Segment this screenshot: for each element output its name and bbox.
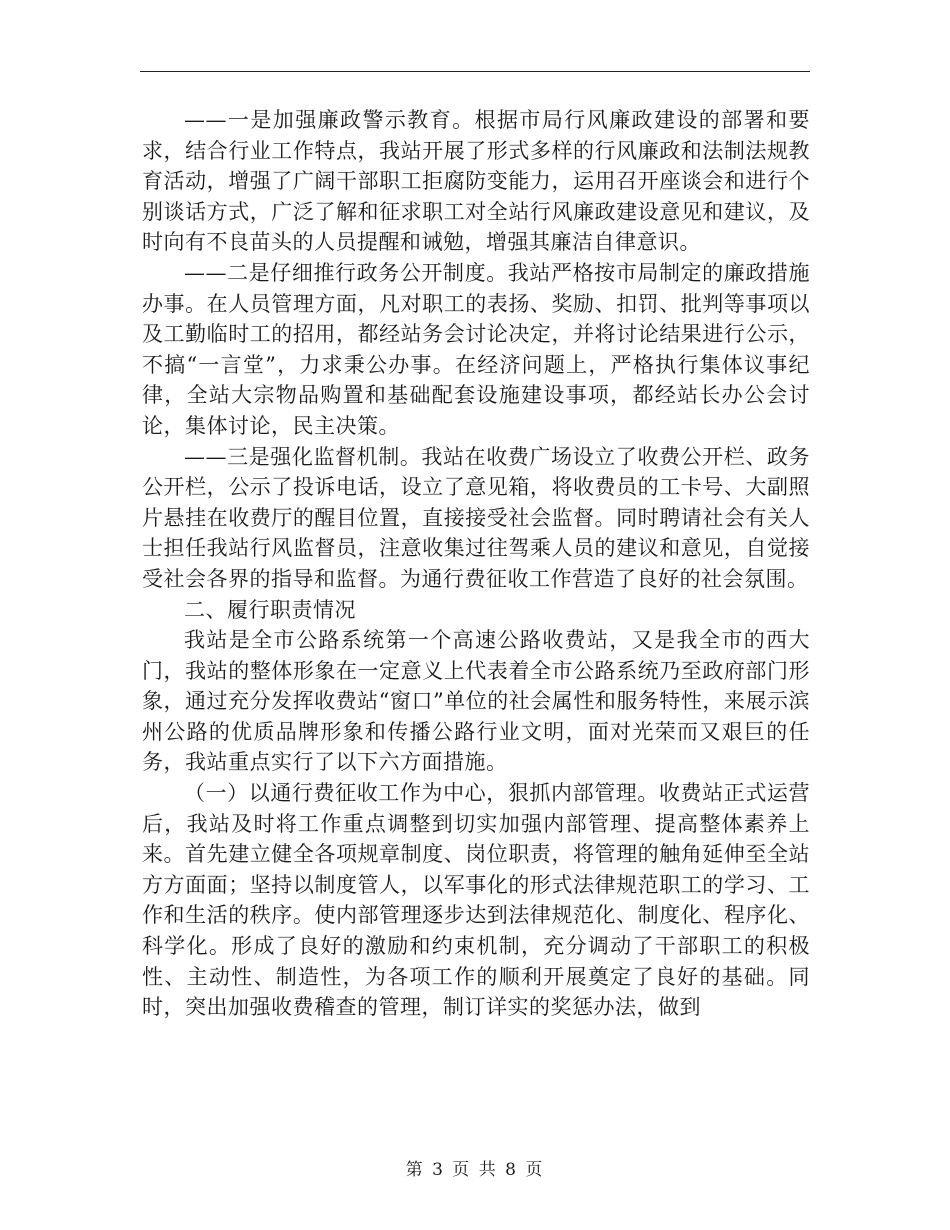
header-rule [140,71,810,72]
paragraph-3: ——三是强化监督机制。我站在收费广场设立了收费公开栏、政务公开栏，公示了投诉电话，设立了意见箱，将收费员的工卡号、大副照片悬挂在收费厅的醒目位置，直接接受社会监督。同时聘请社会有关人士担任我站行风监督员，注意收集过往驾乘人员的建议和意见，自觉接受社会各界的指导和监督。为通行费征收工作营造了良好的社会氛围。 [142,444,810,591]
section-heading: 二、履行职责情况 [184,597,356,622]
paragraph-2: ——二是仔细推行政务公开制度。我站严格按市局制定的廉政措施办事。在人员管理方面，凡对职工的表扬、奖励、扣罚、批判等事项以及工勤临时工的招用，都经站务会讨论决定，并将讨论结果进行公示，不搞“一言堂”，力求秉公办事。在经济问题上，严格执行集体议事纪律，全站大宗物品购置和基础配套设施建设事项，都经站长办公会讨论，集体讨论，民主决策。 [142,260,810,438]
page-number: 第 3 页 共 8 页 [405,1160,545,1180]
document-body [142,105,810,1023]
paragraph-4: 我站是全市公路系统第一个高速公路收费站，又是我全市的西大门，我站的整体形象在一定意义上代表着全市公路系统乃至政府部门形象，通过充分发挥收费站“窗口”单位的社会属性和服务特性，来展示滨州公路的优质品牌形象和传播公路行业文明，面对光荣而又艰巨的任务，我站重点实行了以下六方面措施。 [142,628,810,775]
paragraph-1: ——一是加强廉政警示教育。根据市局行风廉政建设的部署和要求，结合行业工作特点，我站开展了形式多样的行风廉政和法制法规教育活动，增强了广阔干部职工拒腐防变能力，运用召开座谈会和进行个别谈话方式，广泛了解和征求职工对全站行风廉政建设意见和建议，及时向有不良苗头的人员提醒和诫勉，增强其廉洁自律意识。 [142,108,810,255]
paragraph-5: （一）以通行费征收工作为中心，狠抓内部管理。收费站正式运营后，我站及时将工作重点调整到切实加强内部管理、提高整体素养上来。首先建立健全各项规章制度、岗位职责，将管理的触角延伸至全站方方面面；坚持以制度管人，以军事化的形式法律规范职工的学习、工作和生活的秩序。使内部管理逐步达到法律规范化、制度化、程序化、科学化。形成了良好的激励和约束机制，充分调动了干部职工的积极性、主动性、制造性，为各项工作的顺利开展奠定了良好的基础。同时，突出加强收费稽查的管理，制订详实的奖惩办法，做到 [142,781,810,1020]
